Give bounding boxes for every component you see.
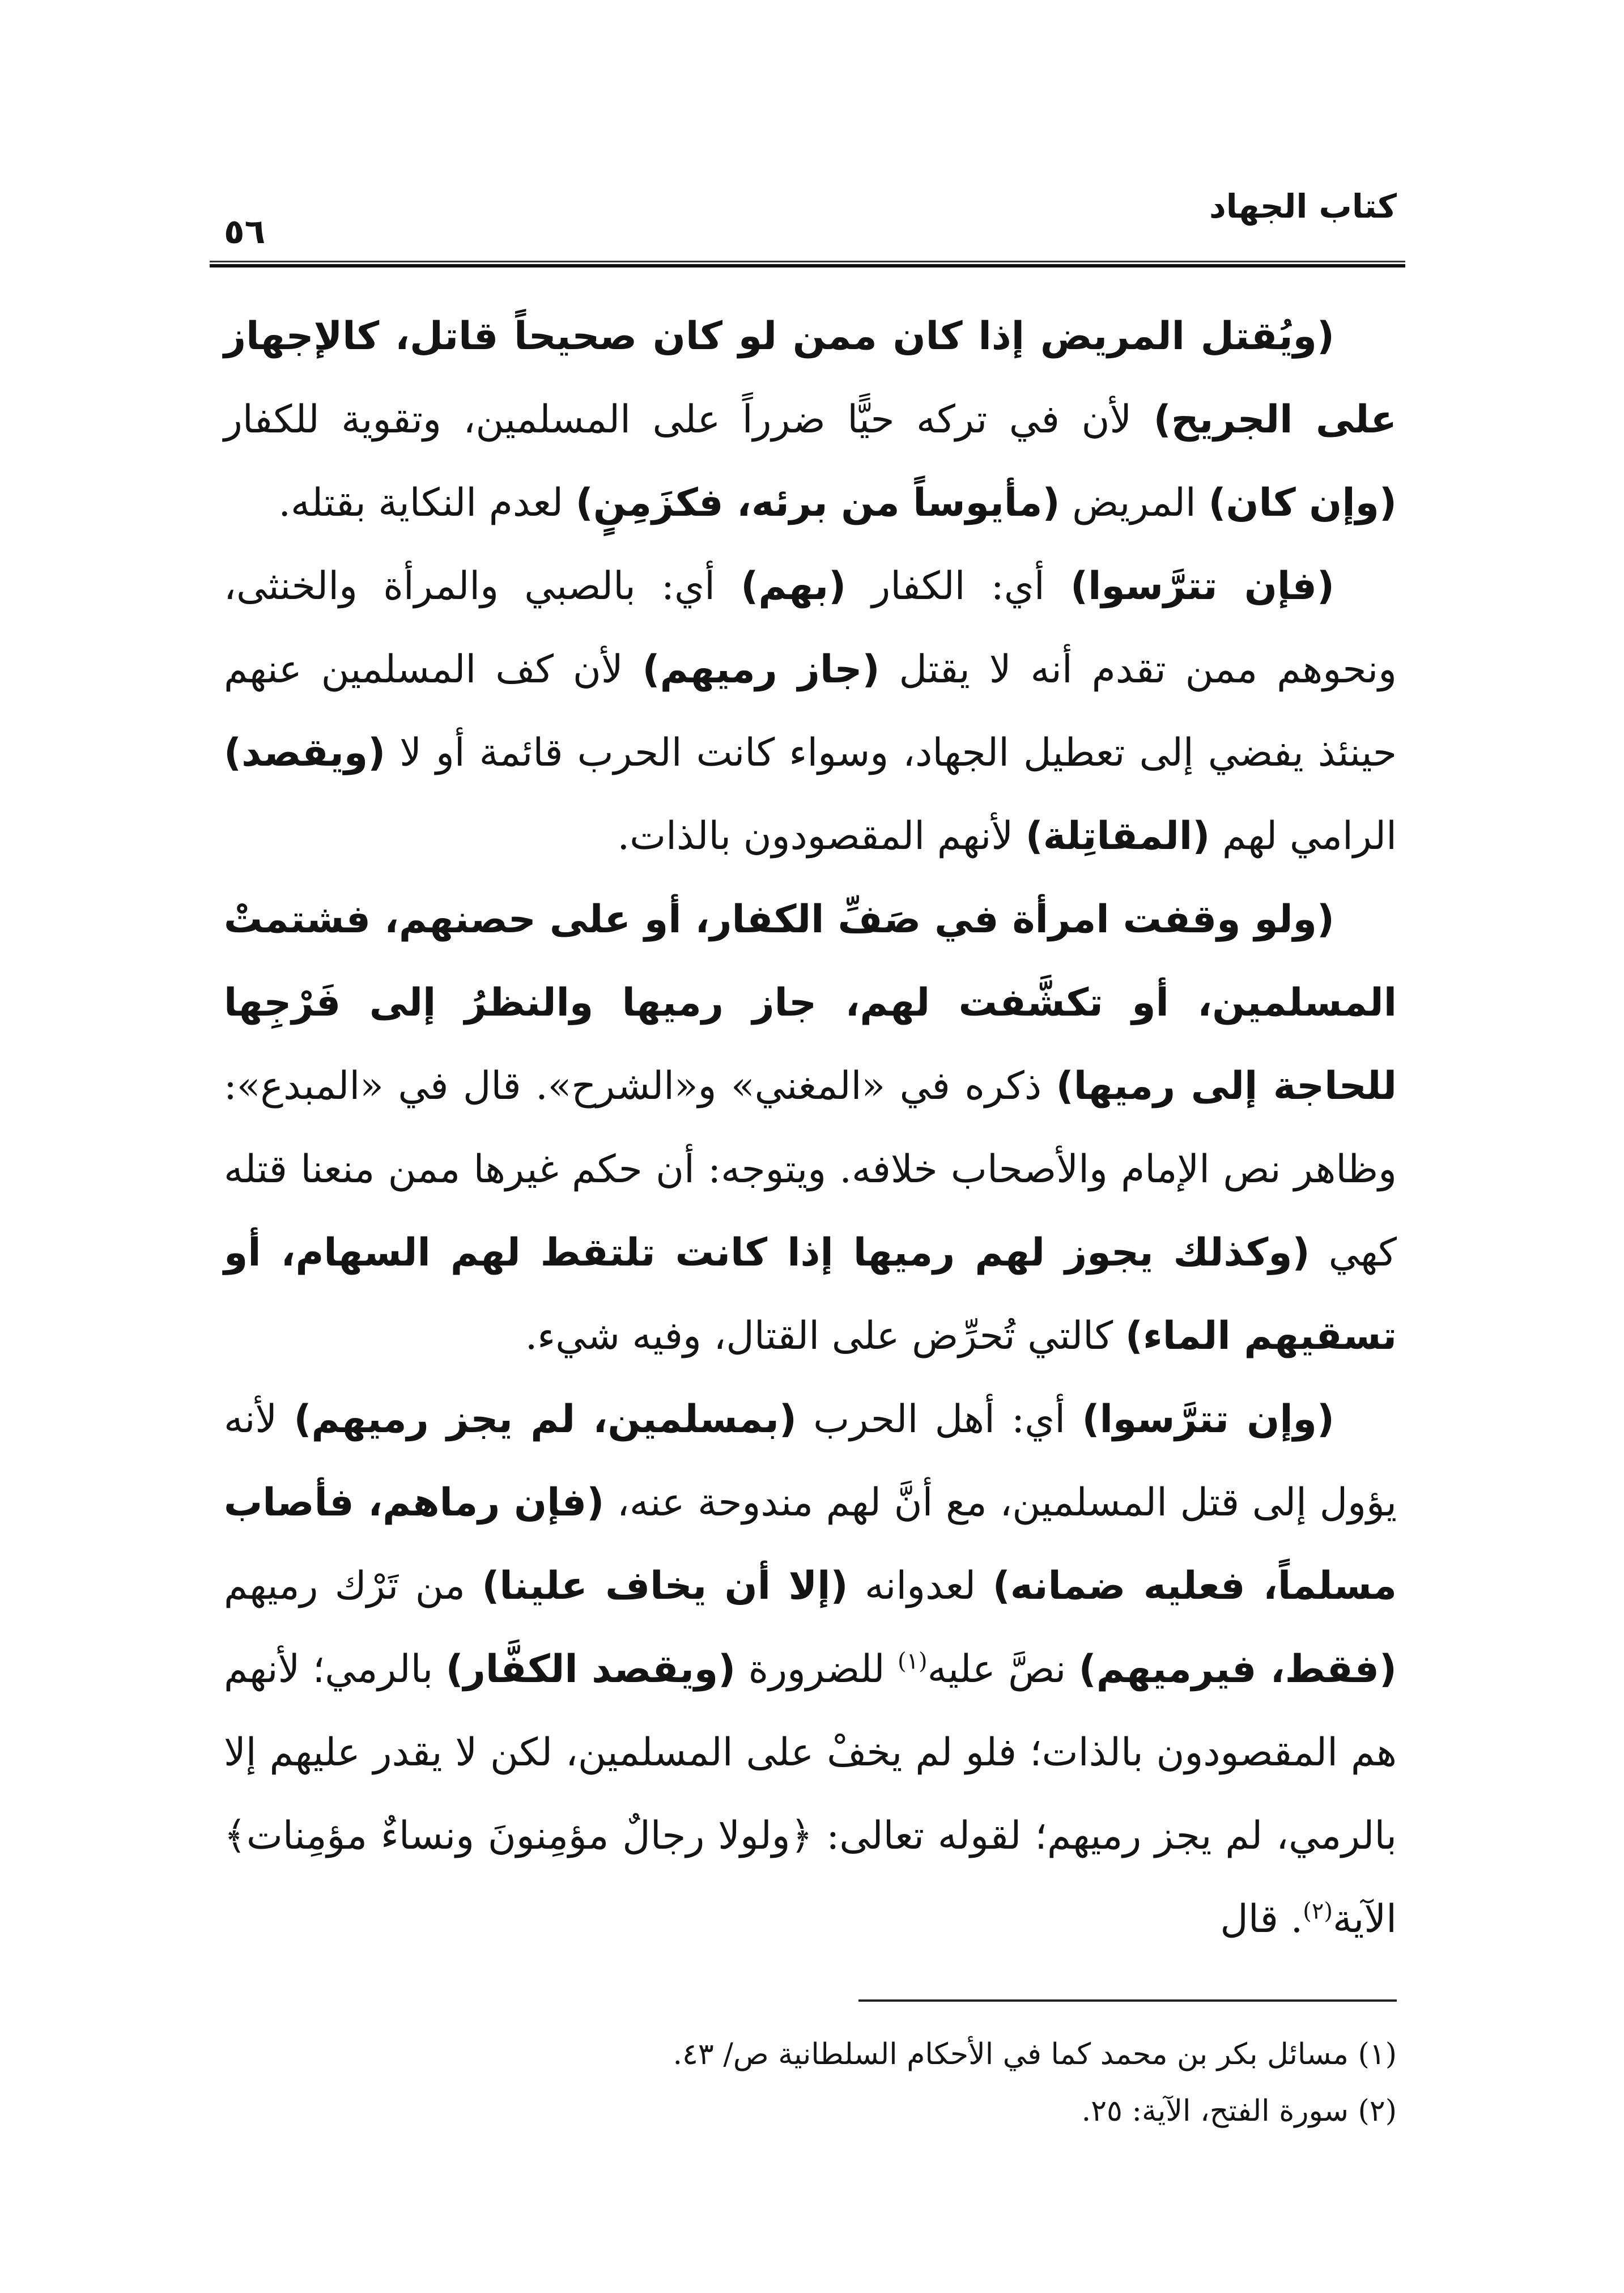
matn-text: (بمسلمين، لم يجز رميهم) [294,1397,797,1442]
matn-text: (ويُقتل المريض إذا كان ممن لو كان صحيحاً قاتل، كالإجهاز على الجريح) [224,314,1397,442]
matn-text: (مأيوساً من برئه، فكزَمِنٍ) [575,481,1060,525]
footnotes [224,2026,1397,2139]
commentary-text: بالرمي؛ لأنهم هم المقصودون بالذات؛ فلو لم يخفْ على المسلمين، لكن لا يقدر عليهم إلا بالرمي، لم يجز رميهم؛ لقوله تعالى: ﴿ولولا رجالٌ مؤمِنونَ ونساءٌ مؤمِنات﴾ الآية [224,1647,1397,1942]
main-text [224,295,1397,1961]
commentary-text: المريض [1060,481,1209,525]
paragraph [224,878,1397,1378]
footnote-marker: (٢) [1303,1898,1333,1925]
page-header [224,187,1397,252]
commentary-text: نصَّ عليه [927,1647,1079,1692]
matn-text: (فقط، فيرميهم) [1078,1647,1397,1692]
matn-text: (فإن رماهم، فأصاب مسلماً، فعليه ضمانه) [224,1480,1397,1608]
commentary-text: لأن كف المسلمين عنهم حينئذ يفضي إلى تعطيل الجهاد، وسواء كانت الحرب قائمة أو لا [224,647,1397,775]
footnote-2: (٢) سورة الفتح، الآية: ٢٥. [1081,2094,1397,2128]
commentary-text: أي: بالصبي والمرأة والخنثى، ونحوهم ممن تقدم أنه لا يقتل [224,564,1397,692]
matn-text: (وإن تترَّسوا) [1082,1397,1335,1442]
commentary-text: كالتي تُحرِّض على القتال، وفيه شيء. [525,1314,1125,1358]
commentary-text: . قال [1220,1897,1303,1942]
chapter-title: كتاب الجهاد [1209,187,1397,226]
paragraph [224,545,1397,878]
matn-text: (ويقصد) [224,731,386,775]
commentary-text: لعدم النكاية بقتله. [278,481,576,525]
commentary-text: لأنهم المقصودون بالذات. [617,814,1026,859]
page-number: ٥٦ [224,212,266,252]
footnote-1: (١) مسائل بكر بن محمد كما في الأحكام السلطانية ص/ ٤٣. [673,2037,1397,2071]
paragraph [224,295,1397,545]
commentary-text: ذكره في «المغني» و«الشرح». قال في «المبدع»: وظاهر نص الإمام والأصحاب خلافه. ويتوجه: أن حكم غيرها ممن منعنا قتله كهي [224,1064,1397,1275]
matn-text: (ويقصد الكفَّار) [445,1647,736,1692]
commentary-text: لعدوانه [848,1564,993,1608]
matn-text: (فإن تترَّسوا) [1070,564,1334,609]
commentary-text: أي: الكفار [846,564,1071,609]
footnote-separator [858,1999,1397,2002]
matn-text: (وإن كان) [1208,481,1397,525]
header-rule-thick [210,264,1405,267]
header-rule [210,261,1405,267]
matn-text: (ولو وقفت امرأة في صَفِّ الكفار، أو على حصنهم، فشتمتْ المسلمين، أو تكشَّفت لهم، جاز رميها والنظرُ إلى فَرْجِها للحاجة إلى رميها) [224,897,1397,1109]
matn-text: (المقاتِلة) [1025,814,1210,859]
commentary-text: أي: أهل الحرب [797,1397,1082,1442]
commentary-text: لأنه يؤول إلى قتل المسلمين، مع أنَّ لهم مندوحة عنه، [224,1397,1397,1525]
commentary-text: لأن في تركه حيًّا ضرراً على المسلمين، وتقوية للكفار [224,397,1154,442]
commentary-text: من تَرْك رميهم [224,1564,482,1608]
matn-text: (جاز رميهم) [642,647,880,692]
matn-text: (وكذلك يجوز لهم رميها إذا كانت تلتقط لهم السهام، أو تسقيهم الماء) [224,1230,1397,1358]
paragraph [224,1378,1397,1961]
matn-text: (إلا أن يخاف علينا) [482,1564,848,1608]
header-rule-thin [210,261,1405,262]
commentary-text: للضرورة [736,1647,898,1692]
commentary-text: الرامي لهم [1210,814,1397,859]
matn-text: (بهم) [741,564,847,609]
footnote-marker: (١) [897,1648,928,1675]
